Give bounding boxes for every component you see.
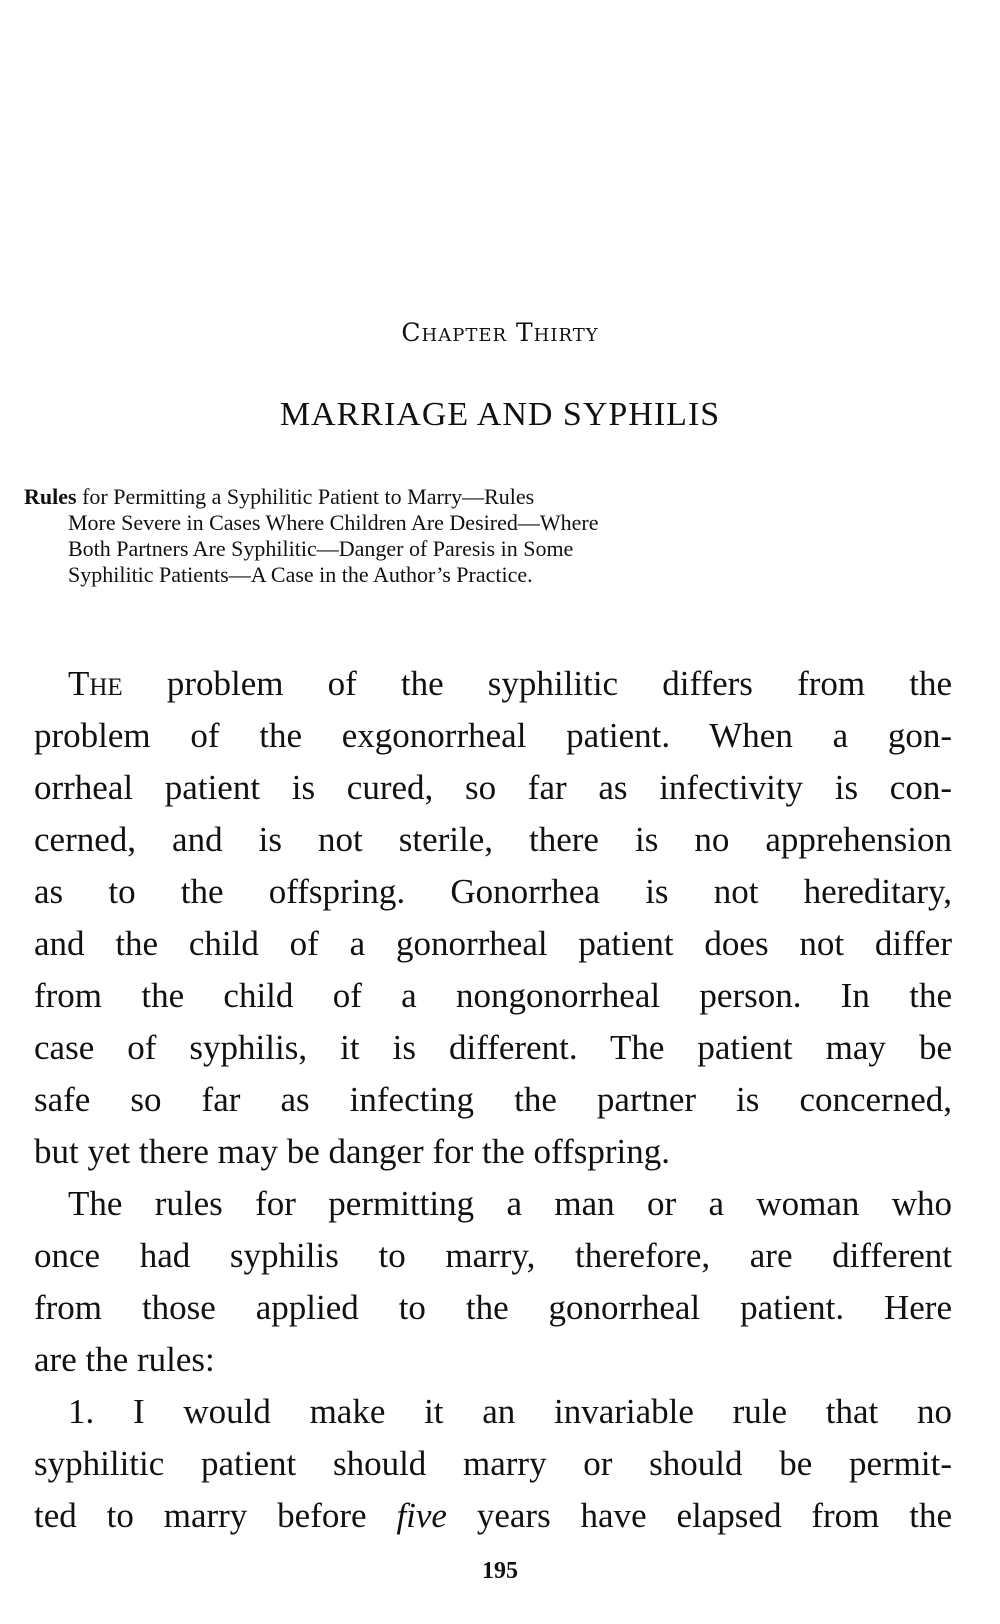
paragraph-1-line: problem of the exgonorrheal patient. When a gon- — [34, 716, 952, 755]
paragraph-1-line — [34, 658, 952, 710]
paragraph-1-line: case of syphilis, it is different. The patient may be — [34, 1028, 952, 1067]
summary-line: Syphilitic Patients—A Case in the Author’s Practice. — [68, 562, 533, 587]
chapter-title: MARRIAGE AND SYPHILIS — [279, 396, 721, 433]
summary-line-text: for Permitting a Syphilitic Patient to Marry—Rules — [76, 484, 535, 509]
paragraph-3-text: ted to marry before — [34, 1496, 397, 1535]
summary-line: More Severe in Cases Where Children Are Desired—Where — [68, 510, 599, 535]
page-number: 195 — [482, 1558, 518, 1584]
paragraph-1-line: cerned, and is not sterile, there is no apprehension — [34, 820, 952, 859]
paragraph-1-line: but yet there may be danger for the offspring. — [34, 1132, 670, 1171]
paragraph-2-line: once had syphilis to marry, therefore, are different — [34, 1236, 952, 1275]
paragraph-3-line: syphilitic patient should marry or should be permit- — [34, 1444, 952, 1483]
paragraph-1-line: and the child of a gonorrheal patient does not differ — [34, 924, 952, 963]
emphasis-five: five — [396, 1496, 447, 1535]
summary-line: Both Partners Are Syphilitic—Danger of Paresis in Some — [68, 536, 574, 561]
paragraph-2-line: The rules for permitting a man or a woman who — [68, 1184, 952, 1223]
chapter-summary — [24, 484, 952, 588]
paragraph-3-text: years have elapsed from the — [446, 1496, 952, 1535]
body-text — [34, 658, 952, 1542]
paragraph-1-line: from the child of a nongonorrheal person. In the — [34, 976, 952, 1015]
paragraph-line-text: problem of the syphilitic differs from the — [122, 664, 952, 703]
chapter-label: Chapter Thirty — [401, 318, 599, 347]
paragraph-2-line: from those applied to the gonorrheal patient. Here — [34, 1288, 952, 1327]
paragraph-3-line — [34, 1490, 952, 1542]
summary-lead: Rules — [24, 484, 77, 509]
paragraph-lead: The — [68, 664, 123, 703]
paragraph-1-line: as to the offspring. Gonorrhea is not hereditary, — [34, 872, 952, 911]
summary-line — [24, 484, 952, 510]
paragraph-2-line: are the rules: — [34, 1340, 215, 1379]
paragraph-1-line: safe so far as infecting the partner is concerned, — [34, 1080, 952, 1119]
paragraph-1-line: orrheal patient is cured, so far as infectivity is con- — [34, 768, 952, 807]
paragraph-3-line: 1. I would make it an invariable rule that no — [68, 1392, 952, 1431]
